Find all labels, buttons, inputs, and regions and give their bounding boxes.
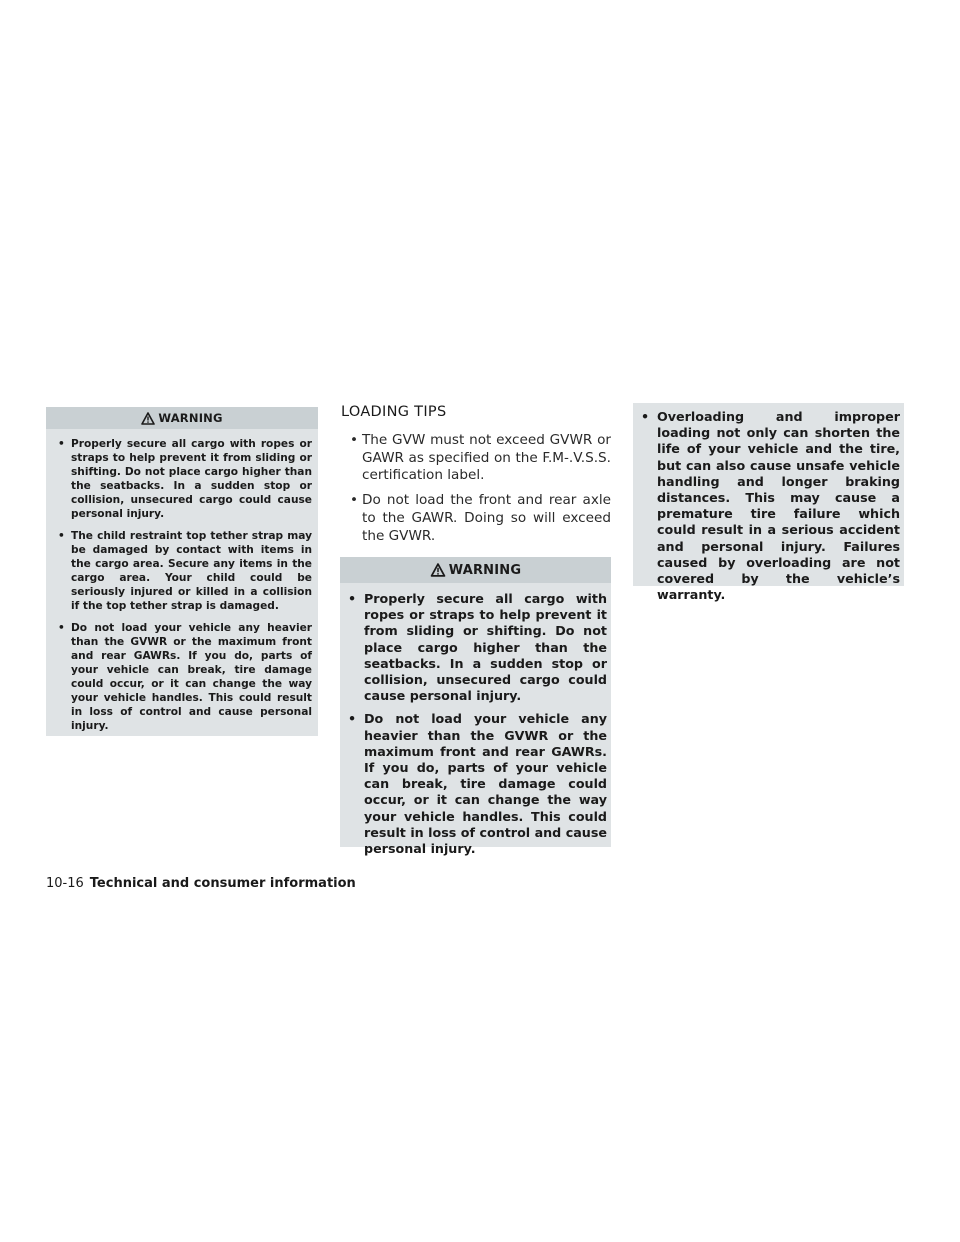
loading-tips-list <box>348 432 611 552</box>
chapter-title: Technical and consumer information <box>89 876 356 891</box>
warning-box-left <box>46 407 318 736</box>
warning-list <box>340 583 611 857</box>
warning-triangle-icon <box>141 412 155 425</box>
warning-triangle-icon <box>430 563 446 577</box>
warning-title: WARNING <box>448 562 522 578</box>
warning-box-right <box>633 403 904 603</box>
warning-item: • Properly secure all cargo with ropes or straps to help prevent it from sliding or shifting. Do not place cargo higher than the seatbacks. In a sudden stop or collision, unsecured cargo could cause personal injury. <box>348 591 607 704</box>
warning-item: • Overloading and improper loading not only can shorten the life of your vehicle and the tire, but can also cause unsafe vehicle handling and longer braking distances. This may cause a premature tire failure which could result in a serious accident and personal injury. Failures caused by overloading are not covered by the vehicle’s warranty. <box>641 409 900 603</box>
warning-title: WARNING <box>158 411 223 425</box>
warning-header <box>340 557 611 583</box>
page-footer <box>46 876 356 891</box>
warning-list <box>46 429 318 733</box>
warning-header <box>46 407 318 429</box>
warning-item: • Properly secure all cargo with ropes or straps to help prevent it from sliding or shifting. Do not place cargo higher than the seatbacks. In a sudden stop or collision, unsecured cargo could cause personal injury. <box>58 438 312 520</box>
tip-item: • The GVW must not exceed GVWR or GAWR as specified on the F.M-.V.S.S. certification label. <box>350 432 611 484</box>
warning-item: • The child restraint top tether strap may be damaged by contact with items in the cargo area. Secure any items in the cargo area. Your child could be seriously injured or killed in a collision if the top tether strap is damaged. <box>58 530 312 612</box>
warning-item: • Do not load your vehicle any heavier than the GVWR or the maximum front and rear GAWRs. If you do, parts of your vehicle can break, tire damage could occur, or it can change the way your vehicle handles. This could result in loss of control and cause personal injury. <box>58 622 312 732</box>
page-number: 10-16 <box>46 876 84 891</box>
warning-box-middle <box>340 557 611 857</box>
warning-item: • Do not load your vehicle any heavier than the GVWR or the maximum front and rear GAWRs. If you do, parts of your vehicle can break, tire damage could occur, or it can change the way your vehicle handles. This could result in loss of control and cause personal injury. <box>348 711 607 857</box>
warning-list <box>633 403 904 603</box>
tip-item: • Do not load the front and rear axle to the GAWR. Doing so will exceed the GVWR. <box>350 492 611 544</box>
section-title: LOADING TIPS <box>341 404 447 420</box>
